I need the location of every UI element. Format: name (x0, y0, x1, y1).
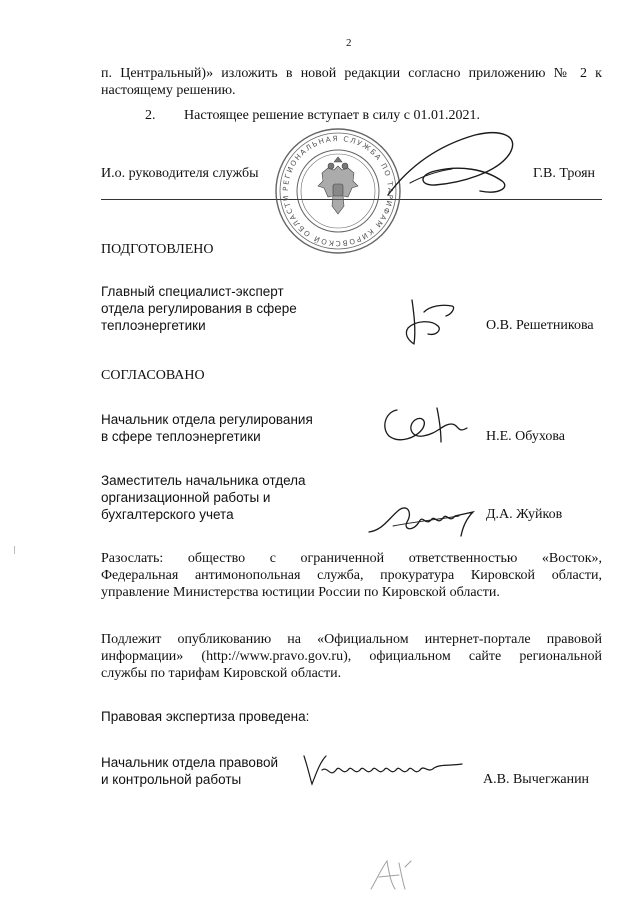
prepared-position-2: отдела регулирования в сфере (101, 301, 297, 316)
publication-line-2: информации» (http://www.pravo.gov.ru), официальном сайте региональной (101, 649, 602, 664)
legal-name: А.В. Вычегжанин (483, 772, 590, 787)
agreed-heading: СОГЛАСОВАНО (101, 368, 205, 383)
agreed-1-signature (377, 398, 477, 448)
coat-of-arms-icon (318, 157, 358, 214)
agreed-2-position-1: Заместитель начальника отдела (101, 473, 306, 488)
margin-mark (14, 546, 15, 554)
agreed-1-position-2: в сфере теплоэнергетики (101, 429, 261, 444)
publication-line-1: Подлежит опубликованию на «Официальном интернет-портале правовой (101, 632, 602, 647)
distribution-line-1: Разослать: общество с ограниченной ответственностью «Восток», (101, 551, 602, 566)
legal-signature (300, 748, 470, 788)
distribution-line-3: управление Министерства юстиции России по Кировской области. (101, 585, 500, 600)
item-2-text: Настоящее решение вступает в силу с 01.01.2021. (184, 108, 480, 123)
prepared-signature (398, 290, 468, 350)
prepared-heading: ПОДГОТОВЛЕНО (101, 242, 214, 257)
agreed-2-position-2: организационной работы и (101, 490, 271, 505)
legal-review-heading: Правовая экспертиза проведена: (101, 709, 310, 724)
agreed-1-position-1: Начальник отдела регулирования (101, 412, 313, 427)
distribution-line-2: Федеральная антимонопольная служба, прокуратура Кировской области, (101, 568, 602, 583)
publication-paragraph (101, 631, 602, 682)
bottom-initials (365, 855, 415, 895)
head-signature (380, 125, 530, 205)
intro-paragraph (101, 65, 602, 99)
publication-line-3: службы по тарифам Кировской области. (101, 666, 342, 681)
legal-position-2: и контрольной работы (101, 772, 242, 787)
page-number: 2 (346, 37, 352, 49)
agreed-2-name: Д.А. Жуйков (486, 507, 563, 522)
item-2-number: 2. (145, 108, 156, 123)
legal-position-1: Начальник отдела правовой (101, 755, 279, 770)
svg-text:РЕГИОНАЛЬНАЯ СЛУЖБА ПО ТАРИФАМ: РЕГИОНАЛЬНАЯ СЛУЖБА ПО ТАРИФАМ КИРОВСКОЙ ОБЛАСТИ (280, 133, 396, 249)
intro-line-1: п. Центральный)» изложить в новой редакции согласно приложению № 2 к (101, 66, 602, 81)
head-name: Г.В. Троян (533, 166, 596, 181)
intro-line-2: настоящему решению. (101, 83, 236, 98)
agreed-1-name: Н.Е. Обухова (486, 429, 565, 444)
distribution-paragraph (101, 550, 602, 601)
agreed-2-position-3: бухгалтерского учета (101, 507, 234, 522)
prepared-position-3: теплоэнергетики (101, 318, 206, 333)
head-position: И.о. руководителя службы (101, 166, 259, 181)
prepared-position-1: Главный специалист-эксперт (101, 284, 284, 299)
agreed-2-signature (363, 492, 483, 542)
prepared-name: О.В. Решетникова (486, 318, 594, 333)
